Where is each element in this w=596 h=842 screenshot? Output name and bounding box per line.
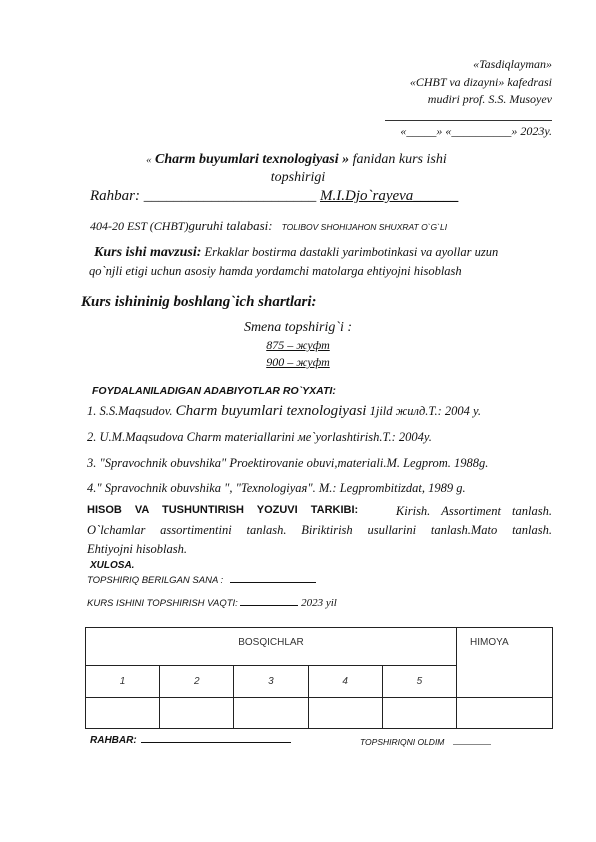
footer-received <box>360 737 491 747</box>
title-open-quote: « <box>146 154 152 166</box>
topic-row <box>94 245 498 261</box>
approval-department: «CHBT va dizayni» kafedrasi <box>409 75 552 89</box>
literature-item-4: 4." Spravochnik obuvshika ", "Texnologiyaя". M.: Legprombitizdat, 1989 g. <box>87 481 466 495</box>
shift-task-label: Smena topshirig`i : <box>243 320 353 335</box>
stage-cell <box>160 698 234 729</box>
shift-value-1: 875 – жуфт <box>266 338 330 352</box>
supervisor-name: M.I.Djo`rayeva______ <box>320 188 459 204</box>
footer-supervisor-label: RAHBAR: <box>90 735 137 746</box>
explanatory-text1: Kirish. Assortiment tanlash. <box>395 504 552 518</box>
conclusion-label: XULOSA. <box>90 560 135 571</box>
topic-text-line2: qo`njli etigi uchun asosiy hamda yordamchi matolarga ehtiyojni hisoblash <box>89 264 462 278</box>
issued-date-row <box>87 575 316 586</box>
explanatory-line2: O`lchamlar assortimentini tanlash. Biriktirish usullarini tanlash.Mato tanlash. <box>87 523 552 537</box>
stage-cell <box>86 698 160 729</box>
submit-date-label: KURS ISHINI TOPSHIRISH VAQTI: <box>87 598 238 609</box>
approval-heading: «Tasdiqlayman» <box>473 57 552 71</box>
conditions-heading: Kurs ishininig boshlang`ich shartlari: <box>81 294 317 310</box>
title-rest: fanidan kurs ishi <box>352 152 447 167</box>
issued-date-blank <box>230 582 316 583</box>
defense-cell <box>457 698 553 729</box>
footer-received-label: TOPSHIRIQNI OLDIM <box>360 737 445 747</box>
supervisor-row <box>90 188 458 205</box>
approval-signature-line <box>385 120 552 121</box>
shift-value-2: 900 – жуфт <box>266 355 330 369</box>
literature-item-2: 2. U.M.Maqsudova Charm materiallarini ме`yorlashtirish.T.: 2004y. <box>87 430 432 444</box>
approval-head: mudiri prof. S.S. Musoyev <box>427 92 552 106</box>
submit-year: 2023 yil <box>301 597 337 609</box>
submit-date-blank <box>240 605 298 606</box>
student-name: TOLIBOV SHOHIJAHON SHUXRAT O`G`LI <box>281 222 448 232</box>
explanatory-line3: Ehtiyojni hisoblash. <box>87 542 187 556</box>
approval-date-line: «_____» «__________» 2023y. <box>400 124 552 138</box>
stage-cell <box>234 698 308 729</box>
stage-number: 3 <box>234 666 308 698</box>
topic-label: Kurs ishi mavzusi: <box>94 245 202 260</box>
student-row <box>90 218 447 234</box>
footer-supervisor <box>90 735 291 746</box>
stage-number: 2 <box>160 666 234 698</box>
stages-header: BOSQICHLAR <box>86 628 457 666</box>
student-label: guruhi talabasi: <box>188 218 273 233</box>
literature-item-1: 1. S.S.Maqsudov. Charm buyumlari texnologiyasi 1jild жилд.T.: 2004 y. <box>87 403 481 419</box>
stage-number: 5 <box>382 666 456 698</box>
supervisor-blank: _______________________ <box>143 188 317 204</box>
stage-cell <box>382 698 456 729</box>
topic-text-line1: Erkaklar bostirma dastakli yarimbotinkasi va ayollar uzun <box>204 245 499 259</box>
footer-supervisor-blank <box>141 742 291 743</box>
document-title-line2: topshirigi <box>270 170 326 185</box>
submit-date-row <box>87 597 337 609</box>
literature-heading: FOYDALANILADIGAN ADABIYOTLAR RO`YXATI: <box>92 385 336 397</box>
title-close-quote: » <box>342 152 350 167</box>
explanatory-label: HISOB VA TUSHUNTIRISH YOZUVI TARKIBI: <box>87 504 359 516</box>
stage-number: 4 <box>308 666 382 698</box>
student-group: 404-20 EST (CHBT) <box>90 219 189 233</box>
stage-cell <box>308 698 382 729</box>
explanatory-line1 <box>87 504 552 519</box>
assessment-table <box>85 627 553 729</box>
stage-number: 1 <box>86 666 160 698</box>
literature-item-3: 3. "Spravochnik obuvshika" Proektirovanie obuvi,materiali.M. Legprom. 1988g. <box>87 456 489 470</box>
document-title <box>146 152 447 168</box>
supervisor-label: Rahbar: <box>90 188 140 204</box>
issued-date-label: TOPSHIRIQ BERILGAN SANA : <box>87 575 224 586</box>
footer-received-blank <box>453 744 491 745</box>
defense-header: HIMOYA <box>457 628 553 698</box>
title-subject: Charm buyumlari texnologiyasi <box>155 152 339 167</box>
